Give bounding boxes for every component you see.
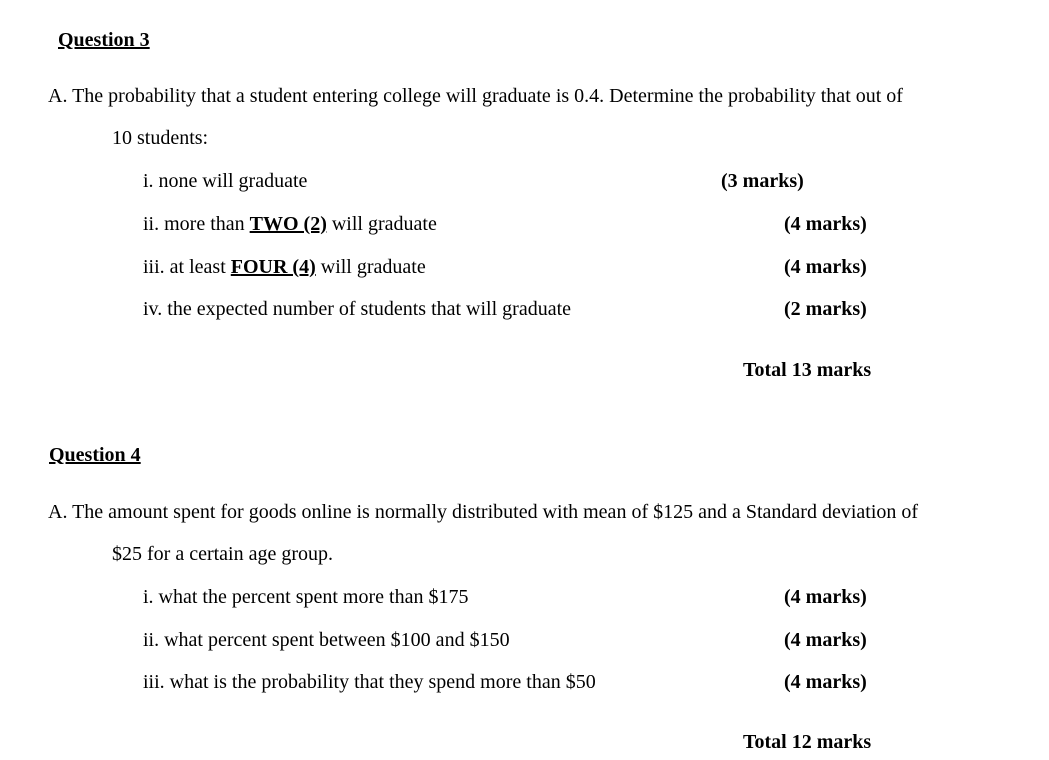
q4-item-iii: iii. what is the probability that they spend more than $50: [143, 671, 596, 693]
q4-item-ii: ii. what percent spent between $100 and $150: [143, 629, 510, 651]
q3-item-iv: [143, 297, 571, 321]
item-text: ii. more than: [143, 213, 250, 235]
q3-item-iii: [143, 255, 426, 279]
q4-item-iii-marks: (4 marks): [784, 671, 867, 693]
q3-item-iii-marks: (4 marks): [784, 256, 867, 278]
q3-intro-line1: A. The probability that a student entering college will graduate is 0.4. Determine the probability that out of: [48, 85, 903, 107]
item-emphasis: FOUR (4): [230, 256, 316, 278]
item-text: iii. at least: [143, 256, 231, 278]
item-text-end: will graduate: [315, 256, 426, 278]
q3-item-iv-marks: (2 marks): [784, 298, 867, 320]
q4-item-i: i. what the percent spent more than $175: [143, 586, 469, 608]
item-text-end: will graduate: [326, 213, 437, 235]
q4-total: Total 12 marks: [743, 731, 872, 753]
q4-intro-line2: $25 for a certain age group.: [112, 543, 334, 565]
q3-item-i-marks: (3 marks): [721, 170, 804, 192]
q4-intro-line1: A. The amount spent for goods online is normally distributed with mean of $125 and a Standard deviation of: [48, 501, 919, 523]
q4-item-i-marks: (4 marks): [784, 586, 867, 608]
item-text: iv. the expected number of students that will graduate: [143, 298, 572, 320]
q3-item-ii: [143, 212, 437, 236]
q3-item-i: [143, 169, 307, 193]
q3-total: Total 13 marks: [743, 359, 872, 381]
q3-intro-line2: 10 students:: [112, 127, 209, 149]
question-3-heading: Question 3: [58, 29, 150, 51]
q4-item-ii-marks: (4 marks): [784, 629, 867, 651]
item-text: i. none will graduate: [143, 170, 308, 192]
question-4-heading: Question 4: [49, 444, 141, 466]
q3-item-ii-marks: (4 marks): [784, 213, 867, 235]
item-emphasis: TWO (2): [249, 213, 327, 235]
